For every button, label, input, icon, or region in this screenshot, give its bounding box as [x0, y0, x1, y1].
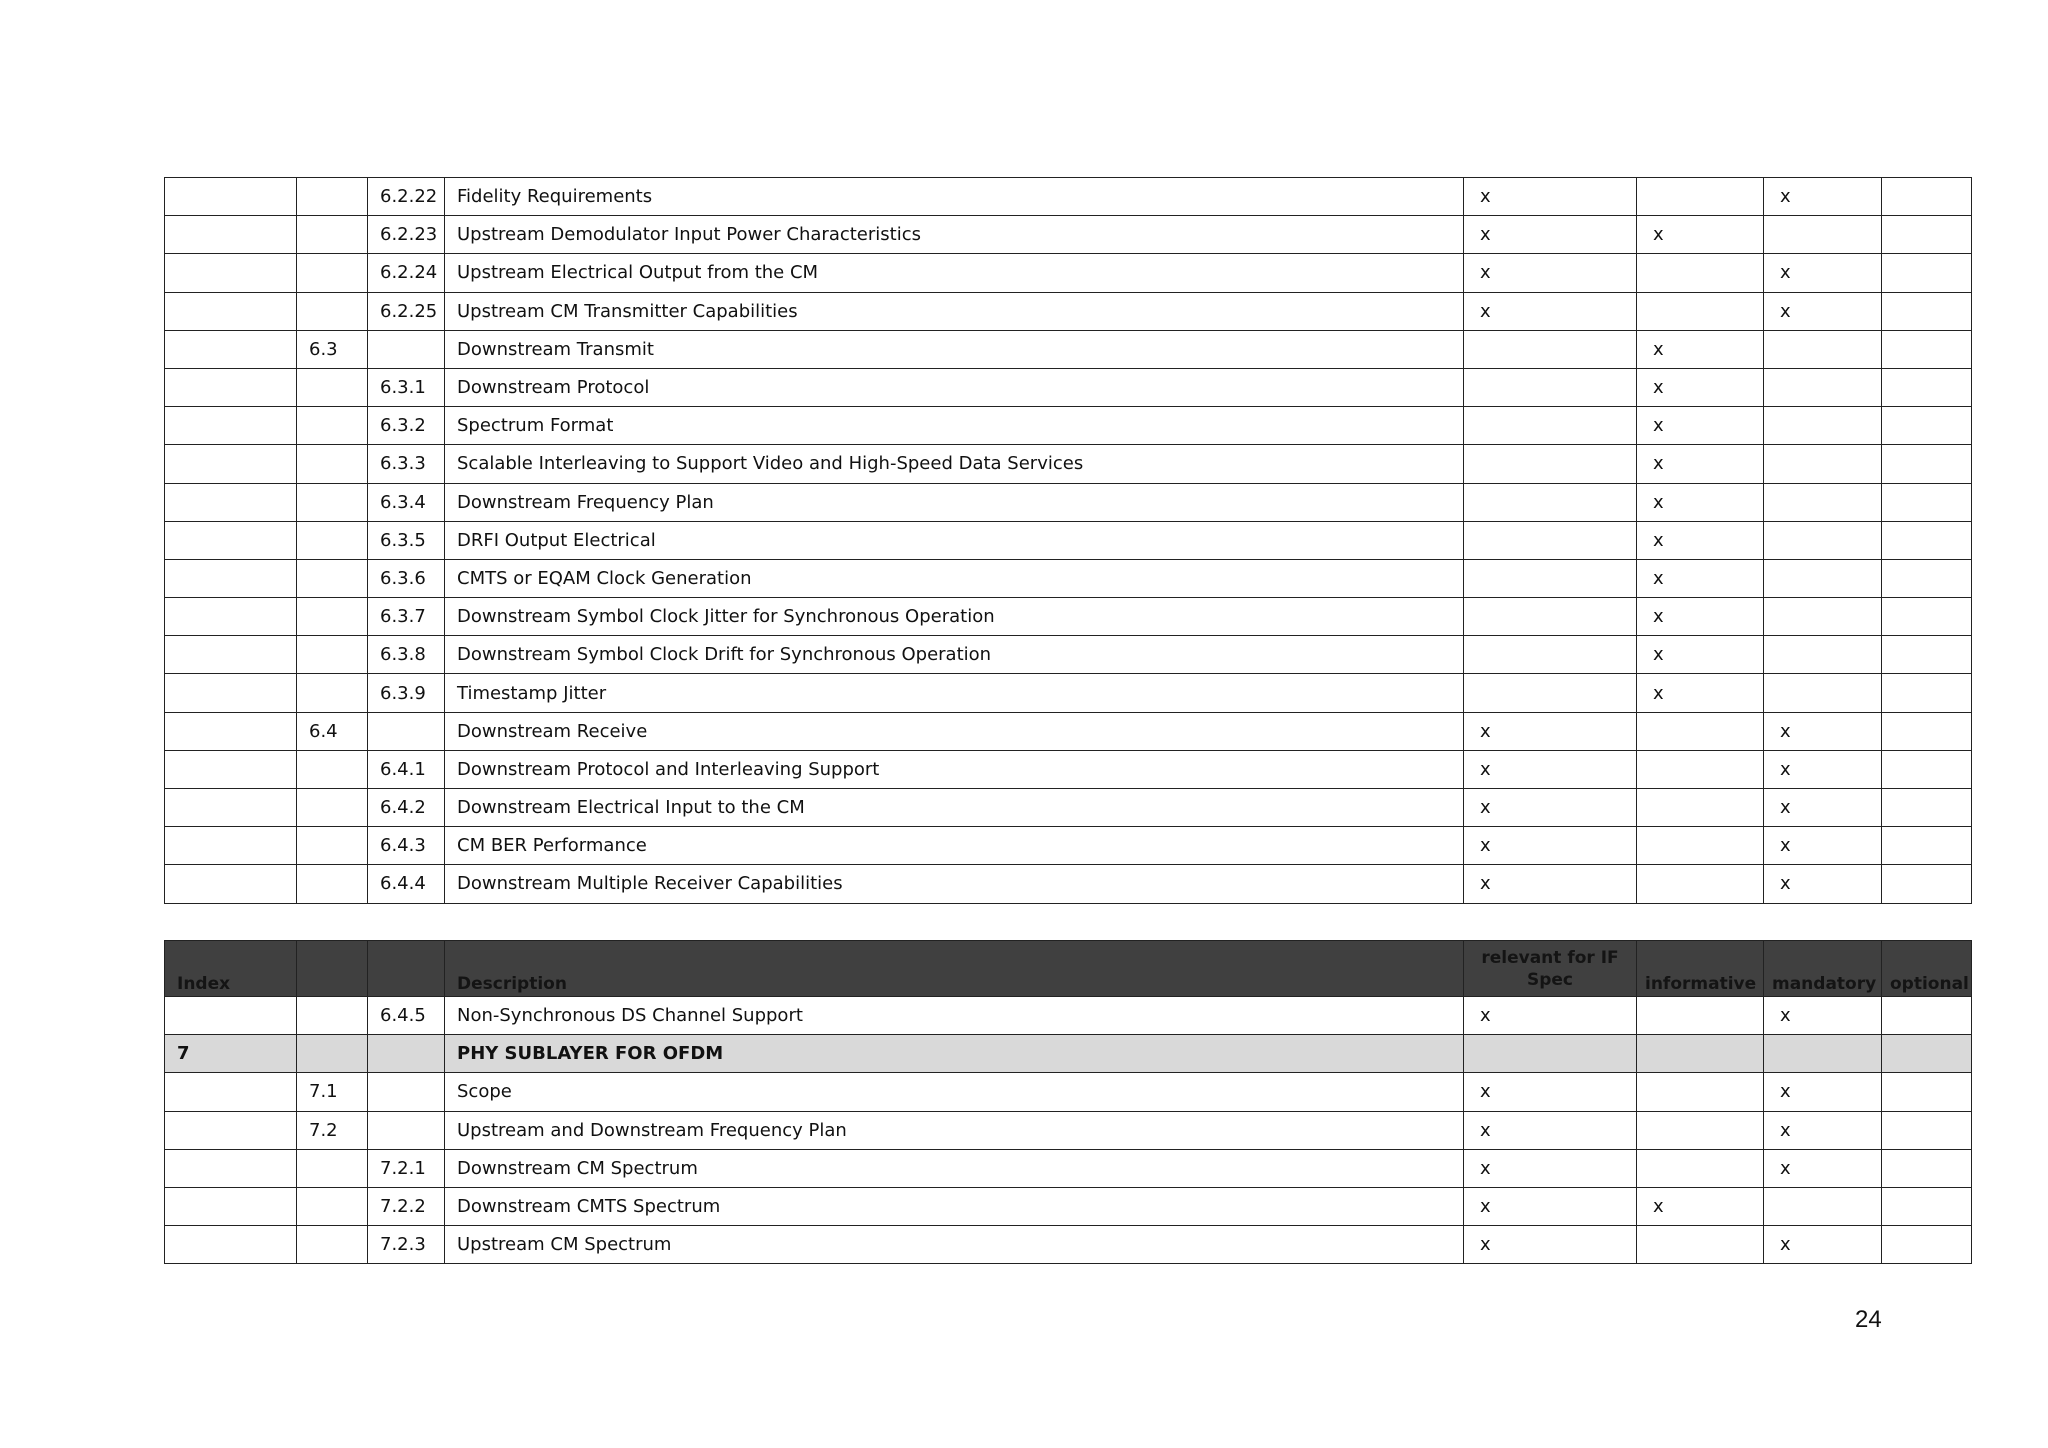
table-row	[165, 254, 1972, 292]
cell-if-spec-mark	[1464, 598, 1637, 636]
table-row	[165, 598, 1972, 636]
cell-index: 7	[165, 1035, 297, 1073]
cell-section: 7.1	[297, 1073, 368, 1111]
cell-if-spec-mark	[1464, 445, 1637, 483]
cell-optional-mark	[1882, 712, 1972, 750]
cell-description: Downstream CM Spectrum	[445, 1149, 1464, 1187]
cell-if-spec-mark: x	[1464, 1187, 1637, 1225]
cell-section	[297, 1187, 368, 1225]
cell-optional-mark	[1882, 483, 1972, 521]
table-row	[165, 178, 1972, 216]
table-row	[165, 712, 1972, 750]
cell-if-spec-mark	[1464, 1035, 1637, 1073]
cell-description: Non-Synchronous DS Channel Support	[445, 997, 1464, 1035]
cell-index	[165, 216, 297, 254]
requirements-table-bottom	[164, 940, 1972, 1264]
table-row	[165, 674, 1972, 712]
cell-informative-mark	[1637, 254, 1764, 292]
cell-optional-mark	[1882, 292, 1972, 330]
table-row	[165, 216, 1972, 254]
cell-informative-mark	[1637, 1226, 1764, 1264]
cell-mandatory-mark: x	[1764, 789, 1882, 827]
cell-subsection: 6.4.5	[368, 997, 445, 1035]
cell-subsection: 7.2.1	[368, 1149, 445, 1187]
cell-if-spec-mark: x	[1464, 789, 1637, 827]
cell-description: Downstream Symbol Clock Drift for Synchronous Operation	[445, 636, 1464, 674]
cell-informative-mark	[1637, 1149, 1764, 1187]
cell-informative-mark: x	[1637, 445, 1764, 483]
cell-subsection: 6.3.9	[368, 674, 445, 712]
table-row	[165, 789, 1972, 827]
cell-mandatory-mark: x	[1764, 865, 1882, 903]
cell-index	[165, 674, 297, 712]
header-row	[165, 941, 1972, 997]
table-row	[165, 368, 1972, 406]
cell-if-spec-mark	[1464, 521, 1637, 559]
cell-description: Upstream Electrical Output from the CM	[445, 254, 1464, 292]
table-row	[165, 1149, 1972, 1187]
cell-if-spec-mark: x	[1464, 997, 1637, 1035]
cell-description: Downstream Protocol and Interleaving Support	[445, 750, 1464, 788]
cell-subsection: 6.3.5	[368, 521, 445, 559]
table-row	[165, 827, 1972, 865]
header-sub	[297, 941, 368, 997]
cell-section	[297, 178, 368, 216]
cell-informative-mark	[1637, 1111, 1764, 1149]
cell-section	[297, 483, 368, 521]
cell-optional-mark	[1882, 750, 1972, 788]
cell-subsection: 6.3.1	[368, 368, 445, 406]
table-top-body	[165, 178, 1972, 904]
cell-description: CM BER Performance	[445, 827, 1464, 865]
cell-subsection: 6.3.4	[368, 483, 445, 521]
cell-if-spec-mark: x	[1464, 827, 1637, 865]
cell-informative-mark	[1637, 750, 1764, 788]
cell-subsection: 6.4.1	[368, 750, 445, 788]
cell-if-spec-mark: x	[1464, 712, 1637, 750]
cell-section	[297, 521, 368, 559]
cell-optional-mark	[1882, 598, 1972, 636]
cell-optional-mark	[1882, 178, 1972, 216]
table-row	[165, 750, 1972, 788]
cell-section	[297, 254, 368, 292]
cell-mandatory-mark: x	[1764, 1111, 1882, 1149]
cell-index	[165, 750, 297, 788]
cell-section	[297, 789, 368, 827]
cell-subsection	[368, 1111, 445, 1149]
table-row	[165, 1111, 1972, 1149]
cell-informative-mark	[1637, 789, 1764, 827]
cell-mandatory-mark: x	[1764, 1226, 1882, 1264]
table-row	[165, 483, 1972, 521]
cell-optional-mark	[1882, 216, 1972, 254]
cell-if-spec-mark: x	[1464, 865, 1637, 903]
table-row	[165, 521, 1972, 559]
cell-if-spec-mark	[1464, 407, 1637, 445]
cell-subsection: 6.3.3	[368, 445, 445, 483]
cell-mandatory-mark: x	[1764, 750, 1882, 788]
cell-index	[165, 1073, 297, 1111]
cell-mandatory-mark	[1764, 674, 1882, 712]
cell-if-spec-mark	[1464, 559, 1637, 597]
table-row	[165, 559, 1972, 597]
cell-section	[297, 368, 368, 406]
cell-informative-mark: x	[1637, 216, 1764, 254]
cell-informative-mark	[1637, 1073, 1764, 1111]
cell-optional-mark	[1882, 1035, 1972, 1073]
cell-index	[165, 292, 297, 330]
table-row	[165, 997, 1972, 1035]
cell-section	[297, 865, 368, 903]
cell-description: Scalable Interleaving to Support Video and High-Speed Data Services	[445, 445, 1464, 483]
cell-optional-mark	[1882, 1187, 1972, 1225]
cell-subsection: 6.4.2	[368, 789, 445, 827]
table-row	[165, 1073, 1972, 1111]
cell-mandatory-mark	[1764, 559, 1882, 597]
cell-section	[297, 636, 368, 674]
cell-optional-mark	[1882, 1111, 1972, 1149]
cell-optional-mark	[1882, 407, 1972, 445]
table-row	[165, 407, 1972, 445]
cell-section	[297, 445, 368, 483]
cell-mandatory-mark: x	[1764, 1073, 1882, 1111]
cell-informative-mark: x	[1637, 368, 1764, 406]
cell-section	[297, 1149, 368, 1187]
cell-if-spec-mark: x	[1464, 216, 1637, 254]
cell-index	[165, 254, 297, 292]
cell-optional-mark	[1882, 330, 1972, 368]
cell-section	[297, 674, 368, 712]
table-row	[165, 330, 1972, 368]
cell-informative-mark: x	[1637, 636, 1764, 674]
cell-if-spec-mark: x	[1464, 1149, 1637, 1187]
cell-mandatory-mark	[1764, 483, 1882, 521]
cell-index	[165, 368, 297, 406]
cell-informative-mark: x	[1637, 330, 1764, 368]
cell-informative-mark	[1637, 712, 1764, 750]
cell-section	[297, 598, 368, 636]
cell-description: Downstream Transmit	[445, 330, 1464, 368]
table-row	[165, 292, 1972, 330]
cell-index	[165, 997, 297, 1035]
cell-mandatory-mark: x	[1764, 254, 1882, 292]
cell-informative-mark: x	[1637, 521, 1764, 559]
cell-index	[165, 559, 297, 597]
cell-mandatory-mark: x	[1764, 712, 1882, 750]
cell-informative-mark: x	[1637, 598, 1764, 636]
cell-index	[165, 1149, 297, 1187]
cell-index	[165, 330, 297, 368]
cell-description: Downstream CMTS Spectrum	[445, 1187, 1464, 1225]
cell-if-spec-mark: x	[1464, 1111, 1637, 1149]
cell-subsection: 6.4.3	[368, 827, 445, 865]
cell-description: Upstream and Downstream Frequency Plan	[445, 1111, 1464, 1149]
cell-mandatory-mark	[1764, 636, 1882, 674]
cell-informative-mark: x	[1637, 559, 1764, 597]
cell-index	[165, 407, 297, 445]
cell-informative-mark	[1637, 1035, 1764, 1073]
table-header	[165, 941, 1972, 997]
cell-section	[297, 1035, 368, 1073]
cell-mandatory-mark	[1764, 1035, 1882, 1073]
cell-description: Timestamp Jitter	[445, 674, 1464, 712]
cell-subsection: 7.2.3	[368, 1226, 445, 1264]
cell-index	[165, 712, 297, 750]
cell-subsection: 6.2.25	[368, 292, 445, 330]
cell-description: Downstream Multiple Receiver Capabilities	[445, 865, 1464, 903]
cell-informative-mark	[1637, 292, 1764, 330]
cell-subsection	[368, 712, 445, 750]
cell-description: Downstream Frequency Plan	[445, 483, 1464, 521]
cell-if-spec-mark: x	[1464, 254, 1637, 292]
table-row	[165, 1226, 1972, 1264]
cell-optional-mark	[1882, 368, 1972, 406]
cell-optional-mark	[1882, 865, 1972, 903]
cell-mandatory-mark: x	[1764, 1149, 1882, 1187]
table-row	[165, 445, 1972, 483]
cell-description: Downstream Receive	[445, 712, 1464, 750]
cell-description: Downstream Symbol Clock Jitter for Synchronous Operation	[445, 598, 1464, 636]
cell-informative-mark: x	[1637, 483, 1764, 521]
requirements-table-top	[164, 177, 1972, 904]
cell-optional-mark	[1882, 445, 1972, 483]
cell-subsection: 6.2.23	[368, 216, 445, 254]
cell-description: Scope	[445, 1073, 1464, 1111]
header-mandatory: mandatory	[1764, 941, 1882, 997]
cell-section: 6.4	[297, 712, 368, 750]
cell-index	[165, 636, 297, 674]
cell-optional-mark	[1882, 254, 1972, 292]
cell-mandatory-mark: x	[1764, 292, 1882, 330]
cell-description: Spectrum Format	[445, 407, 1464, 445]
cell-subsection: 6.3.2	[368, 407, 445, 445]
header-description: Description	[445, 941, 1464, 997]
cell-description: Upstream Demodulator Input Power Characteristics	[445, 216, 1464, 254]
cell-optional-mark	[1882, 1149, 1972, 1187]
cell-description: Upstream CM Spectrum	[445, 1226, 1464, 1264]
cell-index	[165, 178, 297, 216]
cell-description: PHY SUBLAYER FOR OFDM	[445, 1035, 1464, 1073]
cell-optional-mark	[1882, 559, 1972, 597]
cell-optional-mark	[1882, 1073, 1972, 1111]
cell-mandatory-mark	[1764, 368, 1882, 406]
cell-index	[165, 598, 297, 636]
cell-mandatory-mark	[1764, 216, 1882, 254]
header-sub2	[368, 941, 445, 997]
cell-if-spec-mark: x	[1464, 1073, 1637, 1111]
cell-informative-mark: x	[1637, 674, 1764, 712]
cell-section	[297, 407, 368, 445]
cell-mandatory-mark: x	[1764, 997, 1882, 1035]
cell-informative-mark: x	[1637, 407, 1764, 445]
cell-index	[165, 483, 297, 521]
cell-mandatory-mark	[1764, 521, 1882, 559]
cell-mandatory-mark	[1764, 1187, 1882, 1225]
cell-if-spec-mark	[1464, 368, 1637, 406]
cell-if-spec-mark: x	[1464, 292, 1637, 330]
cell-if-spec-mark	[1464, 674, 1637, 712]
cell-description: DRFI Output Electrical	[445, 521, 1464, 559]
cell-optional-mark	[1882, 674, 1972, 712]
cell-if-spec-mark	[1464, 330, 1637, 368]
cell-informative-mark	[1637, 827, 1764, 865]
cell-mandatory-mark	[1764, 445, 1882, 483]
cell-mandatory-mark	[1764, 407, 1882, 445]
cell-mandatory-mark: x	[1764, 178, 1882, 216]
cell-index	[165, 445, 297, 483]
cell-subsection	[368, 1073, 445, 1111]
header-informative: informative	[1637, 941, 1764, 997]
cell-if-spec-mark: x	[1464, 750, 1637, 788]
cell-section	[297, 292, 368, 330]
cell-optional-mark	[1882, 827, 1972, 865]
cell-subsection	[368, 330, 445, 368]
cell-mandatory-mark: x	[1764, 827, 1882, 865]
cell-description: Downstream Electrical Input to the CM	[445, 789, 1464, 827]
cell-optional-mark	[1882, 636, 1972, 674]
header-if-spec: relevant for IF Spec	[1464, 941, 1637, 997]
table-bottom-body	[165, 997, 1972, 1264]
cell-index	[165, 1111, 297, 1149]
page-number: 24	[1855, 1306, 1882, 1333]
cell-subsection	[368, 1035, 445, 1073]
cell-if-spec-mark	[1464, 636, 1637, 674]
cell-informative-mark	[1637, 178, 1764, 216]
cell-section	[297, 216, 368, 254]
cell-if-spec-mark: x	[1464, 178, 1637, 216]
cell-section	[297, 559, 368, 597]
cell-section	[297, 1226, 368, 1264]
cell-informative-mark	[1637, 865, 1764, 903]
cell-optional-mark	[1882, 789, 1972, 827]
cell-section: 7.2	[297, 1111, 368, 1149]
cell-index	[165, 827, 297, 865]
cell-if-spec-mark	[1464, 483, 1637, 521]
cell-subsection: 6.3.6	[368, 559, 445, 597]
cell-subsection: 6.3.8	[368, 636, 445, 674]
section-heading-row	[165, 1035, 1972, 1073]
cell-optional-mark	[1882, 521, 1972, 559]
cell-section	[297, 750, 368, 788]
cell-informative-mark: x	[1637, 1187, 1764, 1225]
cell-index	[165, 521, 297, 559]
cell-informative-mark	[1637, 997, 1764, 1035]
cell-description: CMTS or EQAM Clock Generation	[445, 559, 1464, 597]
cell-section	[297, 997, 368, 1035]
cell-description: Downstream Protocol	[445, 368, 1464, 406]
table-row	[165, 1187, 1972, 1225]
cell-optional-mark	[1882, 997, 1972, 1035]
cell-section	[297, 827, 368, 865]
cell-optional-mark	[1882, 1226, 1972, 1264]
cell-subsection: 6.2.22	[368, 178, 445, 216]
header-index: Index	[165, 941, 297, 997]
cell-description: Fidelity Requirements	[445, 178, 1464, 216]
cell-section: 6.3	[297, 330, 368, 368]
table-row	[165, 636, 1972, 674]
cell-subsection: 6.2.24	[368, 254, 445, 292]
cell-subsection: 7.2.2	[368, 1187, 445, 1225]
cell-index	[165, 789, 297, 827]
cell-index	[165, 1226, 297, 1264]
cell-description: Upstream CM Transmitter Capabilities	[445, 292, 1464, 330]
table-row	[165, 865, 1972, 903]
cell-index	[165, 1187, 297, 1225]
header-optional: optional	[1882, 941, 1972, 997]
cell-mandatory-mark	[1764, 330, 1882, 368]
cell-index	[165, 865, 297, 903]
cell-if-spec-mark: x	[1464, 1226, 1637, 1264]
cell-mandatory-mark	[1764, 598, 1882, 636]
cell-subsection: 6.4.4	[368, 865, 445, 903]
cell-subsection: 6.3.7	[368, 598, 445, 636]
